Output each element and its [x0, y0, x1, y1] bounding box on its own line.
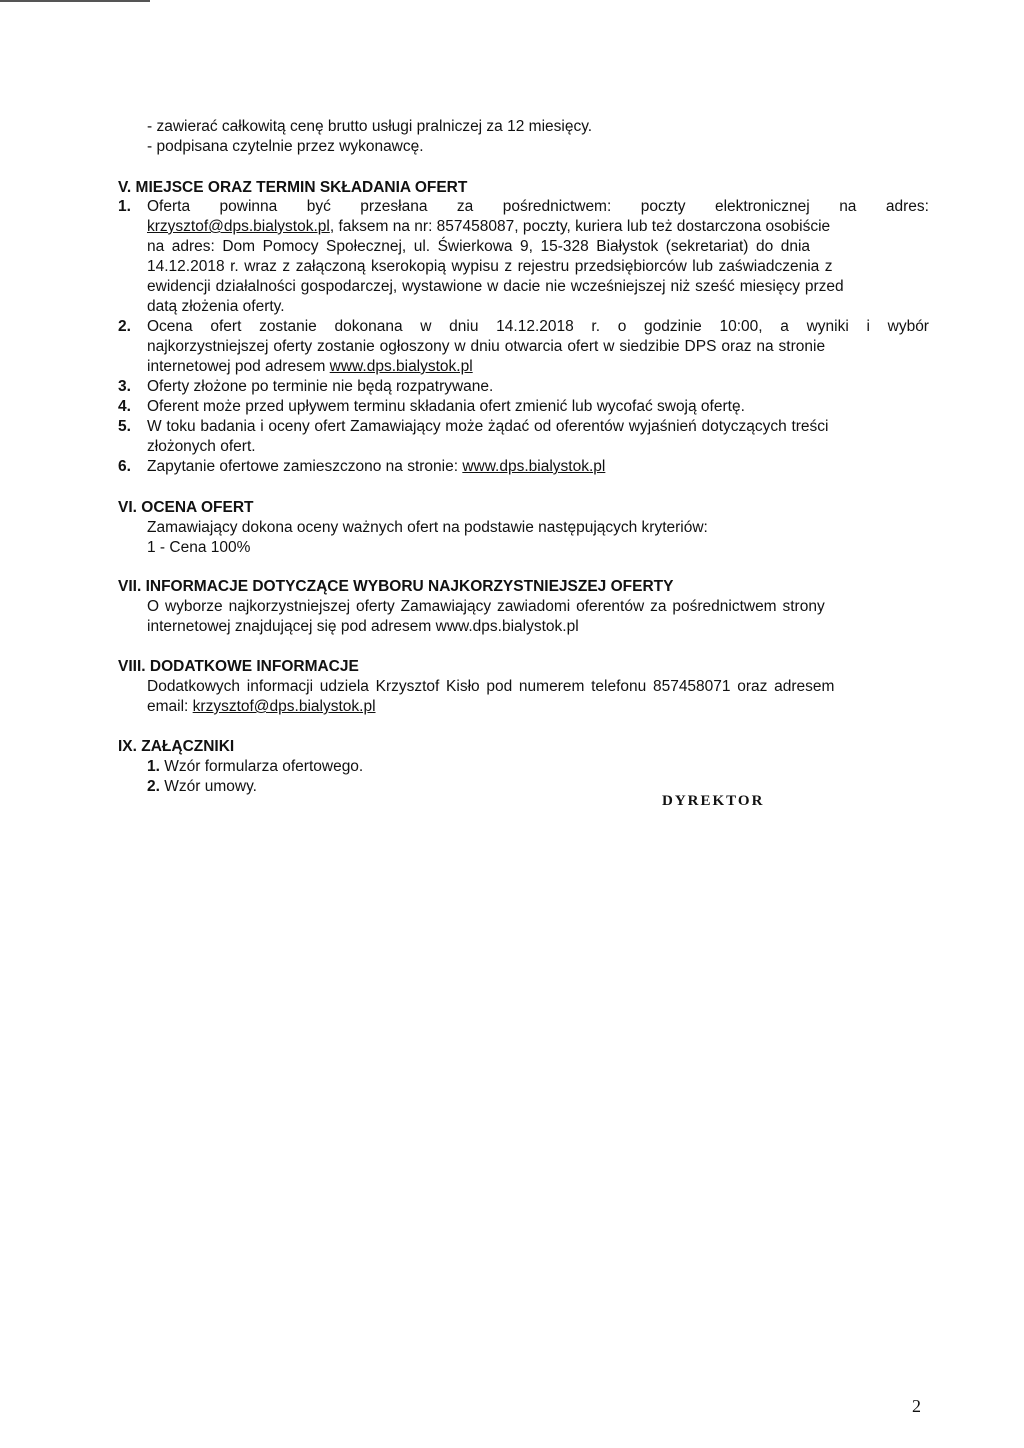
section-8-line-1: Dodatkowych informacji udziela Krzysztof Kisło pod numerem telefonu 857458071 oraz adresem [147, 678, 835, 695]
contact-email-link[interactable]: krzysztof@dps.bialystok.pl [192, 698, 376, 715]
item-6-label: Zapytanie ofertowe zamieszczono na stronie: [147, 458, 463, 475]
website-link[interactable]: www.dps.bialystok.pl [329, 358, 473, 375]
item-5-line-2: złożonych ofert. [147, 438, 256, 455]
email-link[interactable]: krzysztof@dps.bialystok.pl [147, 218, 330, 235]
item-2-word: r. [591, 318, 601, 335]
item-1-word: na [839, 198, 857, 215]
item-4-text: Oferent może przed upływem terminu składania ofert zmienić lub wycofać swoją ofertę. [147, 398, 745, 415]
website-link-2[interactable]: www.dps.bialystok.pl [462, 458, 606, 475]
section-7-line-1: O wyborze najkorzystniejszej oferty Zamawiający zawiadomi oferentów za pośrednictwem strony [147, 598, 825, 615]
section-6-heading: VI. OCENA OFERT [118, 499, 254, 516]
intro-line-2: - podpisana czytelnie przez wykonawcę. [147, 138, 424, 155]
section-7-line-2: internetowej znajdującej się pod adresem www.dps.bialystok.pl [147, 618, 579, 635]
item-5-number: 5. [118, 418, 131, 435]
section-9-heading: IX. ZAŁĄCZNIKI [118, 738, 235, 755]
item-2-word: 10:00, [719, 318, 763, 335]
attachment-2-number: 2. [147, 778, 160, 795]
attachment-1-number: 1. [147, 758, 160, 775]
attachment-2-text: Wzór umowy. [164, 778, 257, 795]
item-2-line-3-text: internetowej pod adresem [147, 358, 330, 375]
item-2-word: Ocena [147, 318, 193, 335]
intro-line-1: - zawierać całkowitą cenę brutto usługi pralniczej za 12 miesięcy. [147, 118, 593, 135]
item-1-line-4: 14.12.2018 r. wraz z załączoną kserokopią wypisu z rejestru przedsiębiorców lub zaświadczenia z [147, 258, 833, 275]
item-5-line-1: W toku badania i oceny ofert Zamawiający może żądać od oferentów wyjaśnień dotyczących treści [147, 418, 829, 435]
item-1-line-2-text: , faksem na nr: 857458087, poczty, kuriera lub też dostarczona osobiście [329, 218, 831, 235]
email-label: email: [147, 698, 193, 715]
item-1-word: powinna [219, 198, 278, 215]
item-1-word: przesłana [360, 198, 428, 215]
item-1-line-6: datą złożenia oferty. [147, 298, 285, 315]
item-1-number: 1. [118, 198, 131, 215]
item-4-number: 4. [118, 398, 131, 415]
item-2-word: dniu [449, 318, 479, 335]
item-2-word: dokonana [334, 318, 403, 335]
item-6-number: 6. [118, 458, 131, 475]
section-7-heading: VII. INFORMACJE DOTYCZĄCE WYBORU NAJKORZYSTNIEJSZEJ OFERTY [118, 578, 674, 595]
item-1-word: pośrednictwem: [502, 198, 612, 215]
item-6-text [147, 457, 605, 477]
item-2-word: wyniki [806, 318, 849, 335]
item-1-word: poczty [640, 198, 686, 215]
item-2-number: 2. [118, 318, 131, 335]
item-2-word: godzinie [644, 318, 702, 335]
item-1-line-2 [147, 217, 830, 237]
item-1-word: adres: [885, 198, 929, 215]
item-1-word: być [306, 198, 331, 215]
section-5-heading: V. MIEJSCE ORAZ TERMIN SKŁADANIA OFERT [118, 179, 468, 196]
item-2-word: w [420, 318, 432, 335]
item-1-word: Oferta [147, 198, 191, 215]
item-2-line-3 [147, 357, 473, 377]
item-2-line-2: najkorzystniejszej oferty zostanie ogłoszony w dniu otwarcia ofert w siedzibie DPS oraz na stronie [147, 338, 826, 355]
attachment-1-text: Wzór formularza ofertowego. [164, 758, 364, 775]
item-2-word: zostanie [259, 318, 317, 335]
item-2-line-1 [147, 317, 929, 337]
page-number: 2 [912, 1396, 921, 1416]
attachment-2 [147, 777, 257, 797]
item-2-word: ofert [210, 318, 242, 335]
section-8-heading: VIII. DODATKOWE INFORMACJE [118, 658, 359, 675]
section-6-line-1: Zamawiający dokona oceny ważnych ofert na podstawie następujących kryteriów: [147, 519, 708, 536]
director-stamp: DYREKTOR [662, 793, 765, 809]
item-2-word: 14.12.2018 [496, 318, 574, 335]
item-2-word: wybór [887, 318, 929, 335]
item-1-line-1 [147, 197, 929, 217]
item-3-text: Oferty złożone po terminie nie będą rozpatrywane. [147, 378, 494, 395]
attachment-1 [147, 757, 363, 777]
item-1-line-3: na adres: Dom Pomocy Społecznej, ul. Świerkowa 9, 15-328 Białystok (sekretariat) do dnia [147, 238, 811, 255]
item-1-word: za [456, 198, 474, 215]
section-6-line-2: 1 - Cena 100% [147, 539, 251, 556]
section-8-line-2 [147, 697, 376, 717]
item-3-number: 3. [118, 378, 131, 395]
item-2-word: i [866, 318, 870, 335]
item-1-line-5: ewidencji działalności gospodarczej, wystawione w dacie nie wcześniejszej niż sześć miesięcy przed [147, 278, 844, 295]
item-2-word: a [780, 318, 789, 335]
item-2-word: o [617, 318, 627, 335]
item-1-word: elektronicznej [714, 198, 810, 215]
